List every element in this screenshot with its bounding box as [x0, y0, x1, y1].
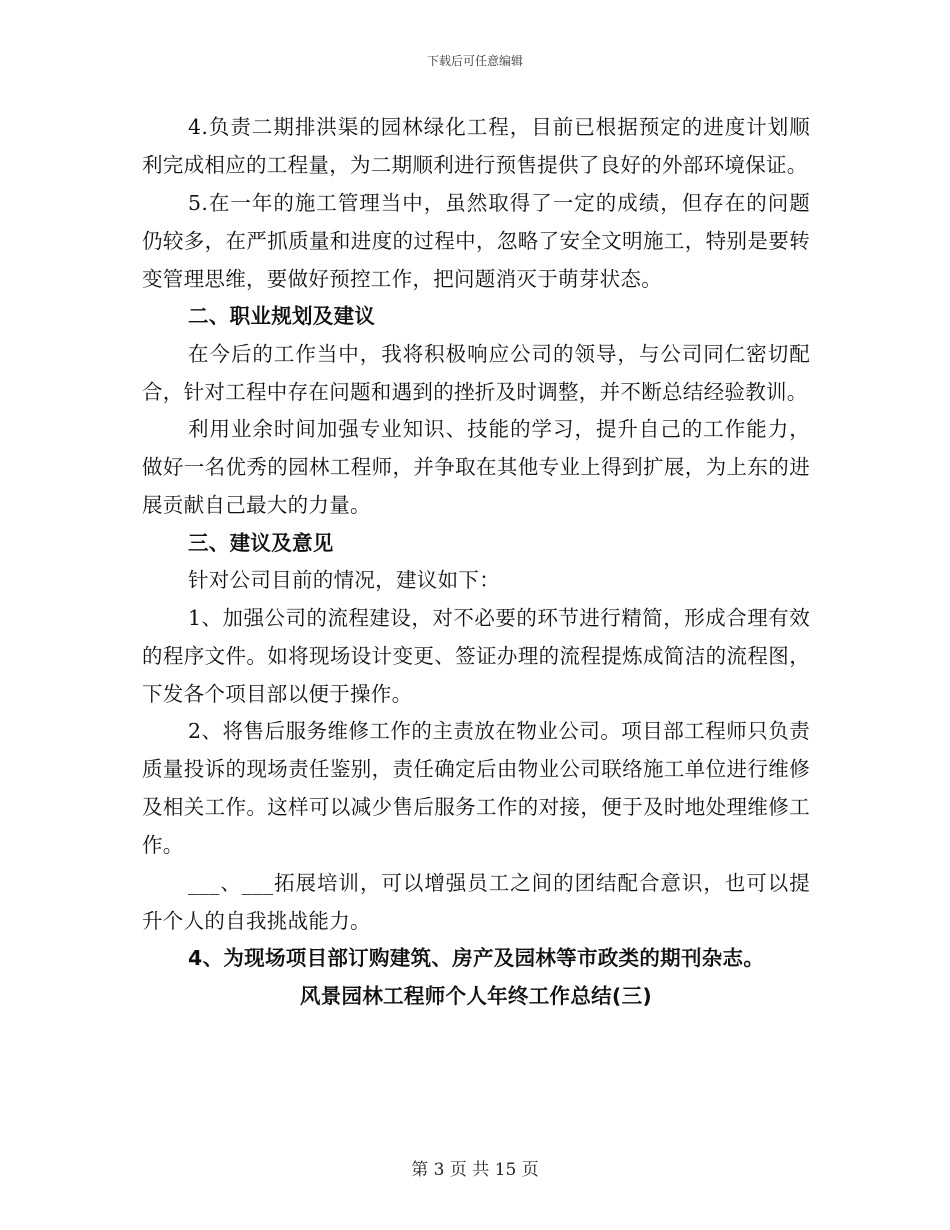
paragraph-suggestion-4: 4、为现场项目部订购建筑、房产及园林等市政类的期刊杂志。: [188, 946, 765, 970]
section-heading-suggestions: 三、建议及意见: [188, 530, 334, 555]
paragraph-suggestion-2: 2、将售后服务维修工作的主责放在物业公司。项目部工程师只负责质量投诉的现场责任鉴别，责任确定后由物业公司联络施工单位进行维修及相关工作。这样可以减少售后服务工作的对接，便于及时地处理维修工作。: [142, 719, 810, 857]
paragraph-suggestion-1: 1、加强公司的流程建设，对不必要的环节进行精简，形成合理有效的程序文件。如将现场设计变更、签证办理的流程提炼成简洁的流程图，下发各个项目部以便于操作。: [142, 605, 810, 706]
document-body: [142, 108, 810, 1014]
paragraph-item-4: 4.负责二期排洪渠的园林绿化工程，目前已根据预定的进度计划顺利完成相应的工程量，为二期顺利进行预售提供了良好的外部环境保证。: [142, 115, 810, 177]
section-heading-career-plan: 二、职业规划及建议: [188, 304, 376, 328]
paragraph-career-plan-1: 在今后的工作当中，我将积极响应公司的领导，与公司同仁密切配合，针对工程中存在问题和遇到的挫折及时调整，并不断总结经验教训。: [142, 341, 810, 404]
page-number-footer: 第 3 页 共 15 页: [411, 1160, 539, 1180]
paragraph-suggestions-intro: 针对公司目前的情况，建议如下：: [188, 568, 500, 592]
page-header-note: 下载后可任意编辑: [426, 54, 523, 68]
paragraph-item-5: 5.在一年的施工管理当中，虽然取得了一定的成绩，但存在的问题仍较多，在严抓质量和进度的过程中，忽略了安全文明施工，特别是要转变管理思维，要做好预控工作，把问题消灭于萌芽状态。: [142, 190, 810, 291]
paragraph-suggestion-3: ___、___拓展培训，可以增强员工之间的团结配合意识，也可以提升个人的自我挑战能力。: [142, 870, 810, 933]
paragraph-career-plan-2: 利用业余时间加强专业知识、技能的学习，提升自己的工作能力，做好一名优秀的园林工程师，并争取在其他专业上得到扩展，为上东的进展贡献自己最大的力量。: [142, 417, 810, 517]
document-title: 风景园林工程师个人年终工作总结(三): [299, 983, 653, 1008]
